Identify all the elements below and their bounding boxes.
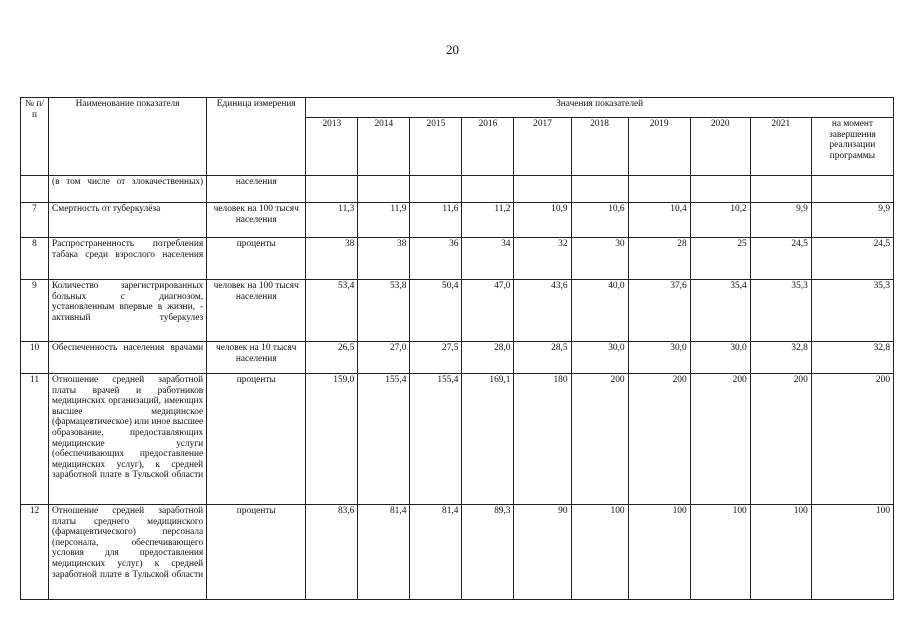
value-cell: 83,6 xyxy=(306,505,358,600)
header-name: Наименование показателя xyxy=(49,98,207,176)
indicator-name-cell xyxy=(49,374,207,505)
table-row xyxy=(21,505,894,600)
value-cell: 30,0 xyxy=(690,342,750,374)
value-cell xyxy=(628,176,690,203)
unit-cell: населения xyxy=(207,176,306,203)
value-cell: 100 xyxy=(690,505,750,600)
table-row xyxy=(21,280,894,342)
final-value-cell: 32,8 xyxy=(811,342,893,374)
value-cell: 10,6 xyxy=(571,203,628,238)
indicator-name: (в том числе от злокачественных) xyxy=(52,177,204,187)
value-cell: 200 xyxy=(571,374,628,505)
value-cell xyxy=(571,176,628,203)
final-value-cell xyxy=(811,176,893,203)
value-cell: 10,9 xyxy=(514,203,571,238)
indicators-table xyxy=(20,97,894,600)
unit-cell: проценты xyxy=(207,238,306,280)
value-cell: 50,4 xyxy=(410,280,462,342)
row-number xyxy=(21,176,49,203)
table-row xyxy=(21,238,894,280)
indicator-name: Количество зарегистрированных больных с диагнозом, установленным впервые в жизни, - активный туберкулез xyxy=(52,281,204,323)
value-cell: 38 xyxy=(358,238,410,280)
value-cell: 10,4 xyxy=(628,203,690,238)
final-value-cell: 9,9 xyxy=(811,203,893,238)
value-cell: 24,5 xyxy=(750,238,811,280)
value-cell xyxy=(514,176,571,203)
value-cell: 32 xyxy=(514,238,571,280)
value-cell: 100 xyxy=(571,505,628,600)
value-cell xyxy=(410,176,462,203)
indicator-name-cell xyxy=(49,176,207,203)
header-num: № п/п xyxy=(21,98,49,176)
table-row xyxy=(21,374,894,505)
indicator-name: Отношение средней заработной платы врачей и работников медицинских организаций, имеющих высшее медицинское (фармацевтическое) или иное высшее образование, предоставляющих медицинские услуги (обеспечивающих предоставление медицинских услуг), к средней заработной плате в Тульской области xyxy=(52,375,204,481)
row-number: 11 xyxy=(21,374,49,505)
value-cell: 89,3 xyxy=(462,505,514,600)
value-cell xyxy=(462,176,514,203)
value-cell: 38 xyxy=(306,238,358,280)
unit-cell: человек на 10 тысяч населения xyxy=(207,342,306,374)
value-cell: 32,8 xyxy=(750,342,811,374)
value-cell: 36 xyxy=(410,238,462,280)
value-cell: 47,0 xyxy=(462,280,514,342)
value-cell: 28 xyxy=(628,238,690,280)
value-cell: 180 xyxy=(514,374,571,505)
header-final-value: на момент завершения реализации программы xyxy=(811,118,893,176)
value-cell: 200 xyxy=(628,374,690,505)
indicator-name-cell xyxy=(49,238,207,280)
unit-cell: проценты xyxy=(207,374,306,505)
header-year: 2017 xyxy=(514,118,571,176)
header-year: 2015 xyxy=(410,118,462,176)
final-value-cell: 24,5 xyxy=(811,238,893,280)
page-number: 20 xyxy=(446,42,459,57)
final-value-cell: 100 xyxy=(811,505,893,600)
indicator-name-cell xyxy=(49,342,207,374)
row-number: 9 xyxy=(21,280,49,342)
value-cell xyxy=(690,176,750,203)
indicator-name: Обеспеченность населения врачами xyxy=(52,343,204,353)
value-cell: 30,0 xyxy=(571,342,628,374)
value-cell: 155,4 xyxy=(410,374,462,505)
value-cell xyxy=(306,176,358,203)
row-number: 10 xyxy=(21,342,49,374)
indicator-name: Распространенность потребления табака среди взрослого населения xyxy=(52,239,204,260)
value-cell: 27,0 xyxy=(358,342,410,374)
value-cell: 30 xyxy=(571,238,628,280)
value-cell: 200 xyxy=(690,374,750,505)
value-cell: 11,9 xyxy=(358,203,410,238)
value-cell: 11,6 xyxy=(410,203,462,238)
final-value-cell: 200 xyxy=(811,374,893,505)
unit-cell: человек на 100 тысяч населения xyxy=(207,280,306,342)
header-values-group: Значения показателей xyxy=(306,98,894,118)
header-row-1 xyxy=(21,98,894,118)
unit-cell: проценты xyxy=(207,505,306,600)
row-number: 8 xyxy=(21,238,49,280)
table-body xyxy=(21,176,894,600)
header-year: 2013 xyxy=(306,118,358,176)
value-cell: 40,0 xyxy=(571,280,628,342)
table-row xyxy=(21,342,894,374)
table-row xyxy=(21,176,894,203)
value-cell: 28,0 xyxy=(462,342,514,374)
value-cell: 30,0 xyxy=(628,342,690,374)
value-cell: 9,9 xyxy=(750,203,811,238)
indicator-name: Отношение средней заработной платы среднего медицинского (фармацевтического) персонала (персонала, обеспечивающего условия для предоставления медицинских услуг) к средней заработной плате в Тульской области xyxy=(52,506,204,580)
value-cell: 37,6 xyxy=(628,280,690,342)
indicator-name: Смертность от туберкулёза xyxy=(52,204,161,214)
value-cell: 53,8 xyxy=(358,280,410,342)
value-cell: 81,4 xyxy=(358,505,410,600)
header-year: 2019 xyxy=(628,118,690,176)
header-unit: Единица измерения xyxy=(207,98,306,176)
header-year: 2014 xyxy=(358,118,410,176)
row-number: 12 xyxy=(21,505,49,600)
value-cell: 35,3 xyxy=(750,280,811,342)
value-cell: 26,5 xyxy=(306,342,358,374)
value-cell: 90 xyxy=(514,505,571,600)
value-cell: 159,0 xyxy=(306,374,358,505)
value-cell: 34 xyxy=(462,238,514,280)
value-cell: 169,1 xyxy=(462,374,514,505)
indicator-name-cell xyxy=(49,203,207,238)
value-cell xyxy=(358,176,410,203)
value-cell: 81,4 xyxy=(410,505,462,600)
header-year: 2020 xyxy=(690,118,750,176)
value-cell: 43,6 xyxy=(514,280,571,342)
value-cell: 11,3 xyxy=(306,203,358,238)
value-cell: 155,4 xyxy=(358,374,410,505)
value-cell: 28,5 xyxy=(514,342,571,374)
value-cell: 200 xyxy=(750,374,811,505)
value-cell: 27,5 xyxy=(410,342,462,374)
final-value-cell: 35,3 xyxy=(811,280,893,342)
header-year: 2016 xyxy=(462,118,514,176)
value-cell: 35,4 xyxy=(690,280,750,342)
row-number: 7 xyxy=(21,203,49,238)
header-year: 2018 xyxy=(571,118,628,176)
value-cell: 100 xyxy=(628,505,690,600)
value-cell: 10,2 xyxy=(690,203,750,238)
value-cell: 53,4 xyxy=(306,280,358,342)
value-cell: 100 xyxy=(750,505,811,600)
value-cell: 25 xyxy=(690,238,750,280)
header-year: 2021 xyxy=(750,118,811,176)
unit-cell: человек на 100 тысяч населения xyxy=(207,203,306,238)
indicator-name-cell xyxy=(49,505,207,600)
value-cell: 11,2 xyxy=(462,203,514,238)
indicator-name-cell xyxy=(49,280,207,342)
value-cell xyxy=(750,176,811,203)
table-row xyxy=(21,203,894,238)
